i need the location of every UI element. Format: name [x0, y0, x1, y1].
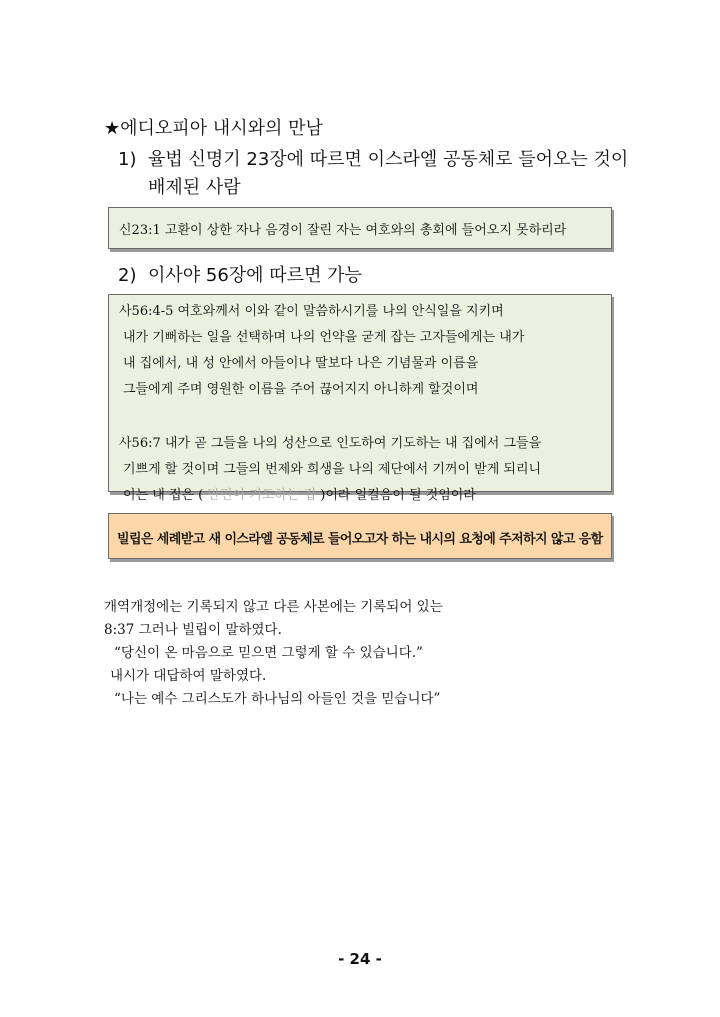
list-item-1-line2: 배제된 사람: [148, 177, 241, 198]
isaiah-56-4-line-4: 그들에게 주며 영원한 이름을 주어 끊어지지 아니하게 할것이며: [123, 382, 479, 397]
acts-8-37-note: [104, 596, 443, 711]
scripture-box-deuteronomy: [108, 207, 612, 249]
isaiah-56-7-line-3: [119, 483, 601, 509]
isaiah-56-7-line-2: 기쁘게 할 것이며 그들의 번제와 희생을 나의 제단에서 기꺼이 받게 되리니: [123, 462, 542, 477]
section-heading-text: 에디오피아 내시와의 만남: [120, 118, 323, 139]
isaiah-56-4-line-3: 내 집에서, 내 성 안에서 아들이나 딸보다 나은 기념물과 이름을: [123, 356, 479, 371]
star-icon: ★: [104, 118, 121, 139]
verse-line-3: “당신이 온 마음으로 믿으면 그렇게 할 수 있습니다.”: [114, 645, 423, 661]
isaiah-56-4-line-1: 사56:4-5 여호와께서 이와 같이 말씀하시기를 나의 안식일을 지키며: [119, 304, 504, 319]
list-item-1-number: 1): [118, 149, 137, 170]
house-of-prayer-phrase: 만민이 기도하는 집: [207, 488, 317, 503]
verse-line-2: 8:37 그러나 빌립이 말하였다.: [104, 622, 282, 638]
list-item-1-line1: 율법 신명기 23장에 따르면 이스라엘 공동체로 들어오는 것이: [148, 149, 629, 170]
verse-line-1: 개역개정에는 기록되지 않고 다른 사본에는 기록되어 있는: [104, 599, 443, 615]
isaiah-56-4-line-2: 내가 기뻐하는 일을 선택하며 나의 언약을 굳게 잡는 고자들에게는 내가: [123, 330, 525, 345]
summary-box-philip: [108, 513, 612, 559]
scripture-box-isaiah: [108, 294, 612, 503]
isaiah-56-7-line-1: 사56:7 내가 곧 그들을 나의 성산으로 인도하여 기도하는 내 집에서 그들을: [119, 436, 542, 451]
list-item-1: [118, 146, 628, 202]
isaiah-56-7-line-3-before: 이는 내 집은 (: [123, 488, 208, 503]
section-heading: [104, 118, 323, 140]
summary-text: 빌립은 세례받고 새 이스라엘 공동체로 들어오고자 하는 내시의 요청에 주저하지 않고 응함: [117, 532, 603, 547]
list-item-2: [118, 262, 362, 290]
isaiah-56-7-line-3-after: )이라 일컬음이 될 것임이라: [316, 488, 476, 503]
verse-line-5: “나는 예수 그리스도가 하나님의 아들인 것을 믿습니다”: [114, 691, 441, 707]
list-item-2-text: 이사야 56장에 따르면 가능: [148, 265, 362, 286]
scripture-text-deut-23-1: 신23:1 고환이 상한 자나 음경이 잘린 자는 여호와의 총회에 들어오지 못하리라: [119, 223, 567, 238]
verse-line-4: 내시가 대답하여 말하였다.: [110, 668, 267, 684]
list-item-2-number: 2): [118, 265, 137, 286]
page-number: - 24 -: [338, 950, 382, 968]
